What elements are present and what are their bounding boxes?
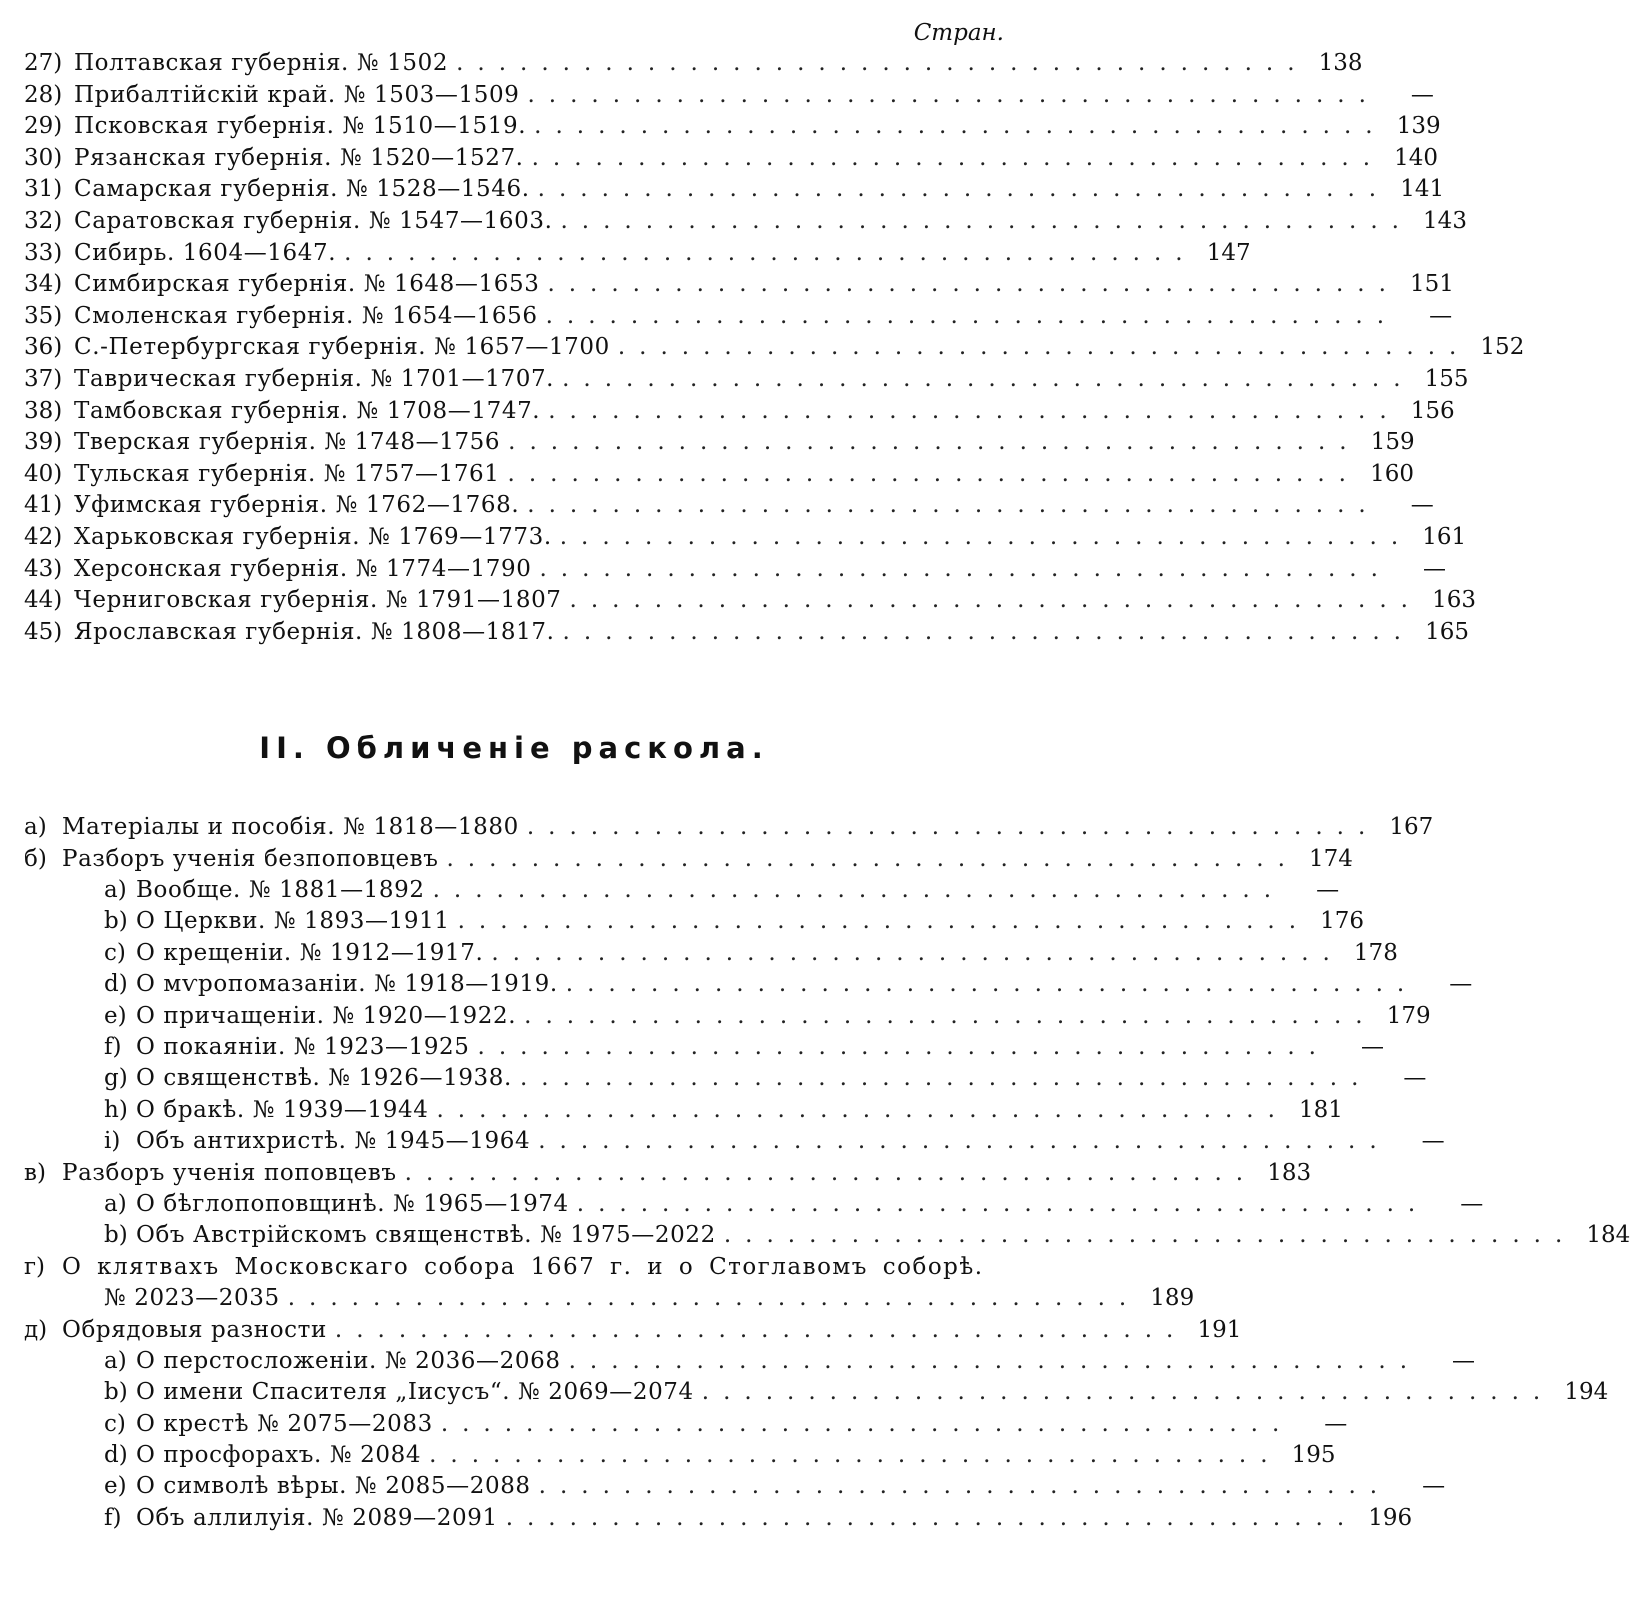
- dot-leader: ........................................: [526, 814, 1380, 841]
- toc-section-2: [24, 812, 1630, 1534]
- dot-leader: ........................................: [432, 877, 1286, 904]
- toc-subentry: [24, 969, 1473, 1000]
- entry-label: О символѣ вѣры. № 2085—2088: [136, 1473, 531, 1500]
- entry-number: 41): [24, 492, 63, 519]
- dot-leader: ........................................: [562, 618, 1415, 645]
- entry-number: c): [104, 939, 126, 966]
- entry-number: e): [104, 1002, 127, 1029]
- entry-page: 160: [1370, 460, 1414, 487]
- entry-label: Тверская губернія. № 1748—1756: [74, 429, 501, 456]
- toc-subentry: [24, 1377, 1609, 1408]
- toc-entry: [24, 812, 1434, 843]
- toc-entry: [24, 1158, 1312, 1189]
- dot-leader: ........................................: [334, 1316, 1188, 1343]
- toc-entry: [24, 111, 1441, 143]
- dot-leader: ........................................: [505, 1504, 1359, 1531]
- dot-leader: ........................................: [548, 397, 1401, 424]
- entry-page: 184: [1586, 1222, 1630, 1249]
- entry-number: 39): [24, 429, 63, 456]
- toc-subentry: [24, 1440, 1336, 1471]
- entry-page: 191: [1197, 1316, 1242, 1343]
- entry-label: О бѣглопоповщинѣ. № 1965—1974: [136, 1190, 569, 1217]
- dot-leader: ........................................: [559, 523, 1413, 550]
- entry-label: Разборъ ученія безпоповцевъ: [62, 845, 439, 872]
- toc-subentry: [24, 1503, 1413, 1534]
- entry-number: 29): [24, 113, 63, 140]
- toc-section-1: [24, 48, 1525, 648]
- toc-page: [24, 18, 1630, 1534]
- toc-entry: [24, 844, 1353, 875]
- entry-label: О мѵропомазаніи. № 1918—1919.: [136, 971, 558, 998]
- dot-leader: ........................................: [457, 908, 1311, 935]
- entry-label: Саратовская губернія. № 1547—1603.: [74, 207, 553, 234]
- entry-number: 31): [24, 176, 63, 203]
- entry-page: —: [1324, 1410, 1348, 1437]
- toc-entry: [24, 364, 1469, 396]
- toc-entry: [24, 269, 1454, 301]
- entry-label: Харьковская губернія. № 1769—1773.: [74, 523, 552, 550]
- entry-number: б): [24, 845, 47, 872]
- entry-label: Полтавская губернія. № 1502: [74, 50, 449, 76]
- toc-entry: [24, 427, 1415, 459]
- entry-number: в): [24, 1159, 46, 1186]
- entry-number: b): [104, 1379, 128, 1406]
- entry-number: 38): [24, 397, 63, 424]
- entry-label: № 2023—2035: [104, 1285, 280, 1312]
- toc-subentry: [24, 1126, 1445, 1157]
- dot-leader: ........................................: [576, 1190, 1430, 1217]
- entry-label: О крестѣ № 2075—2083: [136, 1410, 433, 1437]
- dot-leader: ........................................: [507, 460, 1360, 487]
- toc-entry: [24, 1315, 1242, 1346]
- toc-entry: [24, 206, 1467, 238]
- toc-entry: [24, 1252, 1004, 1283]
- dot-leader: ........................................: [404, 1159, 1258, 1186]
- entry-label: Таврическая губернія. № 1701—1707.: [74, 365, 555, 392]
- entry-label: О священствѣ. № 1926—1938.: [136, 1065, 512, 1092]
- entry-label: С.-Петербургская губернія. № 1657—1700: [74, 334, 610, 361]
- dot-leader: ........................................: [508, 429, 1361, 456]
- entry-number: 42): [24, 523, 63, 550]
- entry-page: —: [1452, 1347, 1476, 1374]
- entry-page: 143: [1423, 207, 1467, 234]
- toc-entry: [24, 459, 1414, 491]
- entry-label: О клятвахъ Московскаго собора 1667 г. и о Стоглавомъ соборѣ.: [62, 1253, 984, 1280]
- toc-subentry: [24, 1471, 1446, 1502]
- entry-number: g): [104, 1065, 128, 1092]
- dot-leader: ........................................: [538, 1473, 1392, 1500]
- entry-label: Самарская губернія. № 1528—1546.: [74, 176, 530, 203]
- entry-label: О просфорахъ. № 2084: [136, 1442, 422, 1469]
- entry-number: b): [104, 1222, 128, 1249]
- entry-number: 27): [24, 50, 63, 76]
- section-heading: II. Обличеніе раскола.: [259, 731, 769, 766]
- entry-page: —: [1429, 302, 1453, 329]
- dot-leader: ........................................: [545, 302, 1399, 329]
- dot-leader: ........................................: [429, 1442, 1282, 1469]
- entry-number: 33): [24, 239, 63, 266]
- entry-page: 179: [1386, 1002, 1431, 1029]
- toc-subentry: [24, 1409, 1348, 1440]
- toc-entry: [24, 396, 1455, 428]
- entry-page: 178: [1353, 939, 1398, 966]
- entry-page: 155: [1424, 365, 1469, 392]
- entry-number: г): [24, 1253, 46, 1280]
- entry-number: 34): [24, 271, 63, 298]
- entry-number: 35): [24, 302, 63, 329]
- entry-number: d): [104, 971, 128, 998]
- entry-page: 174: [1309, 845, 1353, 872]
- entry-number: 30): [24, 144, 63, 171]
- entry-page: 189: [1150, 1285, 1195, 1312]
- entry-page: 181: [1299, 1096, 1343, 1123]
- entry-number: 36): [24, 334, 63, 361]
- entry-page: 141: [1400, 176, 1445, 203]
- entry-page: —: [1316, 877, 1340, 904]
- entry-number: f): [104, 1034, 122, 1061]
- entry-page: —: [1421, 1128, 1445, 1155]
- dot-leader: ........................................: [534, 113, 1387, 140]
- entry-number: 37): [24, 365, 63, 392]
- entry-page: 151: [1409, 271, 1454, 298]
- toc-subentry: [24, 1346, 1476, 1377]
- entry-page: 138: [1318, 50, 1363, 76]
- dot-leader: ........................................: [436, 1096, 1289, 1123]
- toc-entry-continuation: [24, 1283, 1195, 1314]
- entry-label: Тульская губернія. № 1757—1761: [74, 460, 500, 487]
- toc-subentry: [24, 1220, 1630, 1251]
- toc-subentry: [24, 875, 1340, 906]
- dot-leader: ........................................: [538, 1128, 1391, 1155]
- entry-label: О покаяніи. № 1923—1925: [136, 1034, 470, 1061]
- entry-label: Смоленская губернія. № 1654—1656: [74, 302, 538, 329]
- entry-number: a): [104, 1190, 127, 1217]
- entry-number: e): [104, 1473, 127, 1500]
- dot-leader: ........................................: [446, 845, 1299, 872]
- dot-leader: ........................................: [527, 492, 1380, 519]
- entry-label: Черниговская губернія. № 1791—1807: [74, 587, 562, 614]
- entry-label: Симбирская губернія. № 1648—1653: [74, 271, 540, 298]
- entry-label: Херсонская губернія. № 1774—1790: [74, 555, 532, 582]
- entry-number: а): [24, 814, 47, 841]
- entry-label: Рязанская губернія. № 1520—1527.: [74, 144, 524, 171]
- dot-leader: ........................................: [287, 1285, 1141, 1312]
- entry-page: —: [1410, 81, 1434, 108]
- entry-page: 183: [1267, 1159, 1312, 1186]
- dot-leader: ........................................: [477, 1034, 1330, 1061]
- entry-label: Разборъ ученія поповцевъ: [62, 1159, 397, 1186]
- entry-page: 167: [1389, 814, 1434, 841]
- toc-subentry: [24, 1189, 1484, 1220]
- toc-subentry: [24, 1032, 1384, 1063]
- entry-label: Прибалтійскій край. № 1503—1509: [74, 81, 520, 108]
- dot-leader: ........................................: [519, 1065, 1373, 1092]
- dot-leader: ........................................: [524, 1002, 1377, 1029]
- entry-label: Объ аллилуія. № 2089—2091: [136, 1504, 498, 1531]
- entry-label: Уфимская губернія. № 1762—1768.: [74, 492, 520, 519]
- entry-label: О Церкви. № 1893—1911: [136, 908, 450, 935]
- toc-entry: [24, 490, 1434, 522]
- entry-number: 32): [24, 207, 63, 234]
- dot-leader: ........................................: [560, 207, 1413, 234]
- toc-subentry: [24, 906, 1365, 937]
- toc-entry: [24, 301, 1453, 333]
- toc-entry: [24, 617, 1469, 649]
- toc-entry: [24, 585, 1476, 617]
- entry-label: Объ антихристѣ. № 1945—1964: [136, 1128, 531, 1155]
- entry-label: Матеріалы и пособія. № 1818—1880: [62, 814, 519, 841]
- dot-leader: ........................................: [617, 334, 1471, 361]
- entry-number: f): [104, 1504, 122, 1531]
- entry-page: 165: [1425, 618, 1469, 645]
- toc-subentry: [24, 1095, 1343, 1126]
- entry-number: д): [24, 1316, 48, 1343]
- entry-number: b): [104, 908, 128, 935]
- dot-leader: ........................................: [562, 365, 1415, 392]
- entry-number: 44): [24, 587, 63, 614]
- entry-number: a): [104, 1347, 127, 1374]
- toc-subentry: [24, 1063, 1427, 1094]
- entry-page: 152: [1480, 334, 1525, 361]
- entry-number: i): [104, 1128, 121, 1155]
- entry-label: О перстосложеніи. № 2036—2068: [136, 1347, 561, 1374]
- entry-page: 163: [1432, 587, 1476, 614]
- entry-number: d): [104, 1442, 128, 1469]
- entry-number: 43): [24, 555, 63, 582]
- toc-entry: [24, 143, 1439, 175]
- entry-label: О причащеніи. № 1920—1922.: [136, 1002, 517, 1029]
- dot-leader: ........................................: [701, 1379, 1555, 1406]
- entry-page: —: [1410, 492, 1434, 519]
- page-column-label: Стран.: [913, 20, 1004, 46]
- entry-page: —: [1422, 555, 1446, 582]
- entry-label: Сибирь. 1604—1647.: [74, 239, 337, 266]
- entry-label: О имени Спасителя „Іисусъ“. № 2069—2074: [136, 1379, 694, 1406]
- dot-leader: ........................................: [569, 587, 1422, 614]
- entry-page: 195: [1291, 1442, 1336, 1469]
- entry-number: a): [104, 877, 127, 904]
- dot-leader: ........................................: [440, 1410, 1294, 1437]
- entry-number: 45): [24, 618, 63, 645]
- dot-leader: ........................................: [565, 971, 1419, 998]
- entry-page: —: [1460, 1190, 1484, 1217]
- entry-label: Ярославская губернія. № 1808—1817.: [74, 618, 555, 645]
- entry-page: 194: [1564, 1379, 1609, 1406]
- toc-entry: [24, 48, 1363, 80]
- entry-label: Объ Австрійскомъ священствѣ. № 1975—2022: [136, 1222, 716, 1249]
- dot-leader: ........................................: [539, 555, 1392, 582]
- toc-entry: [24, 174, 1445, 206]
- toc-entry: [24, 332, 1525, 364]
- entry-page: 159: [1370, 429, 1415, 456]
- entry-page: —: [1449, 971, 1473, 998]
- entry-label: Псковская губернія. № 1510—1519.: [74, 113, 527, 140]
- toc-entry: [24, 238, 1251, 270]
- entry-page: 156: [1410, 397, 1455, 424]
- toc-subentry: [24, 1001, 1431, 1032]
- entry-page: 140: [1394, 144, 1439, 171]
- entry-page: —: [1403, 1065, 1427, 1092]
- entry-label: Тамбовская губернія. № 1708—1747.: [74, 397, 541, 424]
- entry-page: —: [1422, 1473, 1446, 1500]
- dot-leader: ........................................: [491, 939, 1344, 966]
- dot-leader: ........................................: [537, 176, 1391, 203]
- toc-subentry: [24, 938, 1398, 969]
- entry-page: 176: [1320, 908, 1365, 935]
- dot-leader: ........................................: [344, 239, 1197, 266]
- dot-leader: ........................................: [527, 81, 1380, 108]
- toc-entry: [24, 554, 1446, 586]
- entry-page: 196: [1368, 1504, 1413, 1531]
- entry-label: О бракѣ. № 1939—1944: [136, 1096, 429, 1123]
- dot-leader: ........................................: [456, 50, 1309, 76]
- entry-label: Обрядовыя разности: [62, 1316, 327, 1343]
- dot-leader: ........................................: [531, 144, 1385, 171]
- entry-page: 161: [1422, 523, 1467, 550]
- entry-page: 147: [1206, 239, 1251, 266]
- entry-page: —: [1360, 1034, 1384, 1061]
- entry-number: c): [104, 1410, 126, 1437]
- entry-number: h): [104, 1096, 128, 1123]
- entry-page: 139: [1396, 113, 1441, 140]
- dot-leader: ........................................: [723, 1222, 1577, 1249]
- toc-entry: [24, 80, 1434, 112]
- entry-label: Вообще. № 1881—1892: [136, 877, 425, 904]
- toc-entry: [24, 522, 1467, 554]
- entry-number: 40): [24, 460, 63, 487]
- entry-number: 28): [24, 81, 63, 108]
- dot-leader: ........................................: [547, 271, 1400, 298]
- entry-label: О крещеніи. № 1912—1917.: [136, 939, 484, 966]
- dot-leader: ........................................: [568, 1347, 1422, 1374]
